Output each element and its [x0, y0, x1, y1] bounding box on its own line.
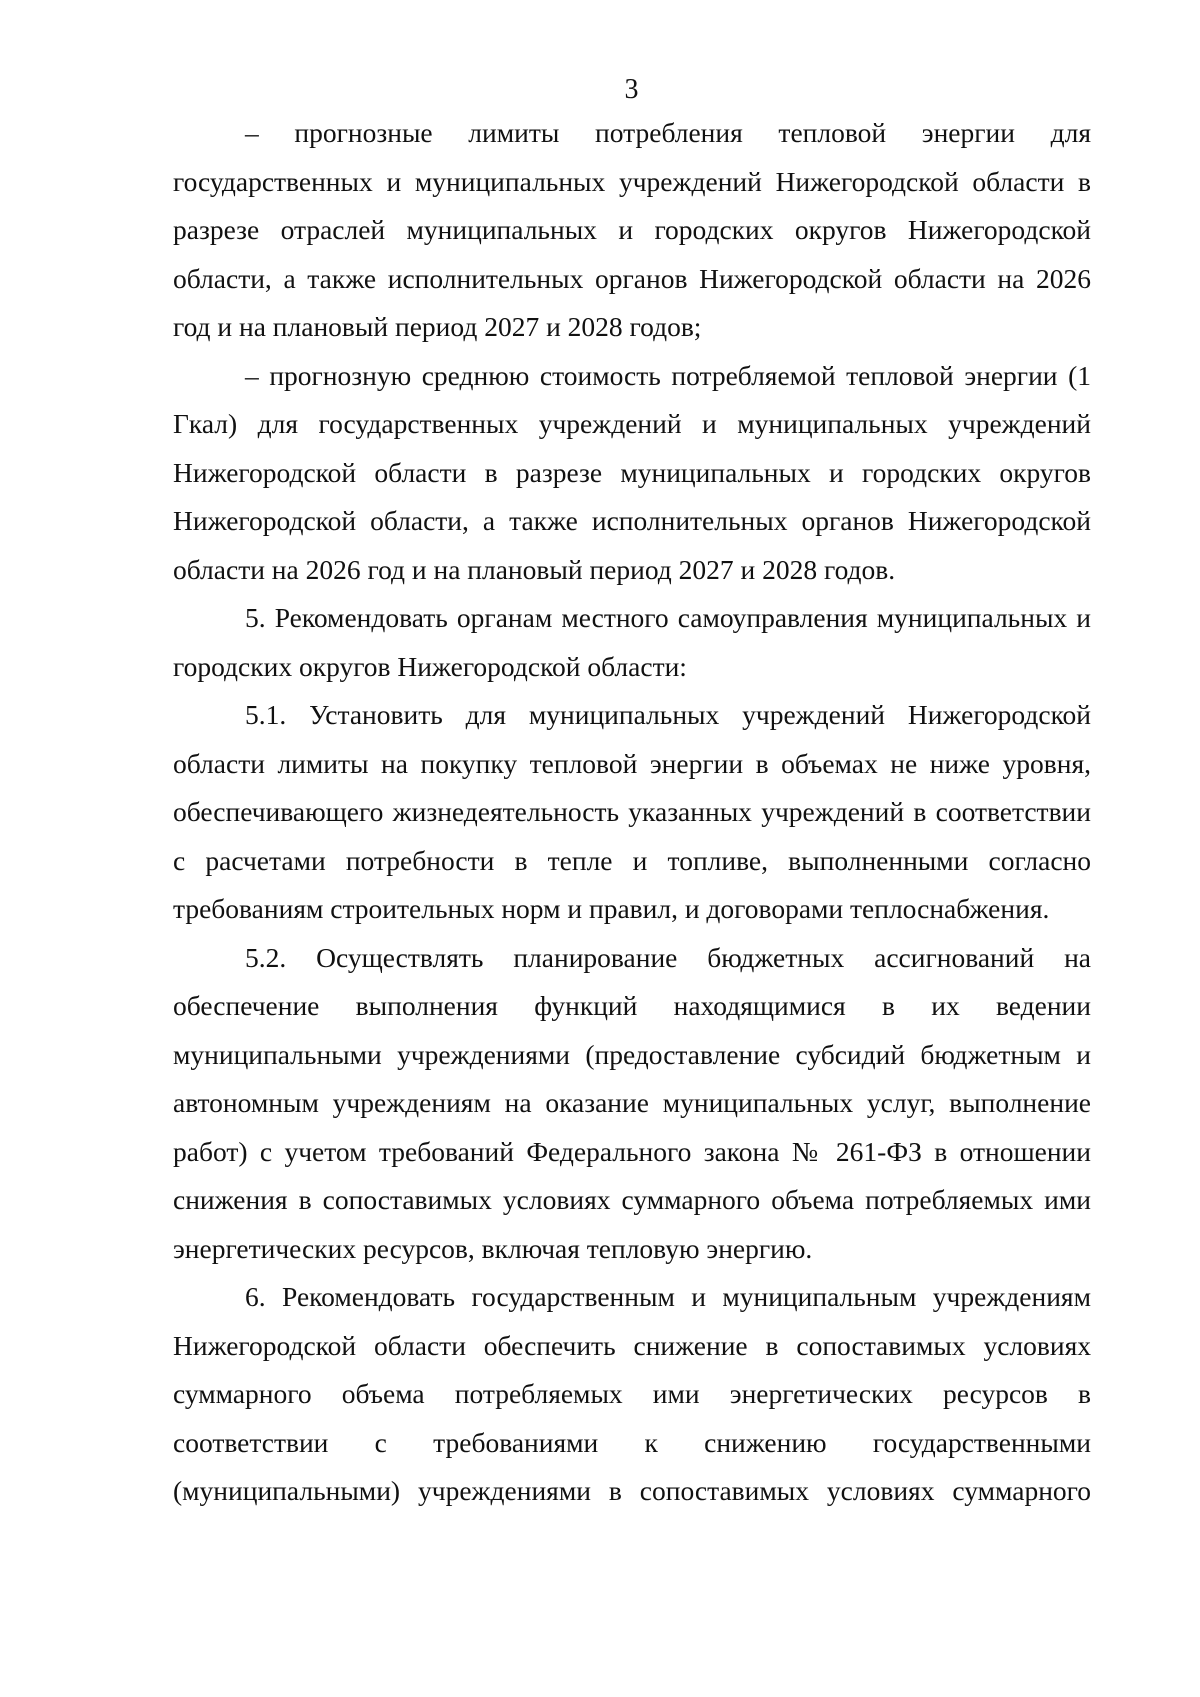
page-number: 3	[624, 74, 639, 105]
document-body	[173, 109, 1091, 1516]
paragraph-item-5-1: 5.1. Установить для муниципальных учреждений Нижегородской области лимиты на покупку тепловой энергии в объемах не ниже уровня, обеспечивающего жизнедеятельность указанных учреждений в соответствии с расчетами потребности в тепле и топливе, выполненными согласно требованиям строительных норм и правил, и договорами теплоснабжения.	[173, 699, 1091, 924]
paragraph-heat-limits: – прогнозные лимиты потребления тепловой энергии для государственных и муниципальных учреждений Нижегородской области в разрезе отраслей муниципальных и городских округов Нижегородской области, а также исполнительных органов Нижегородской области на 2026 год и на плановый период 2027 и 2028 годов;	[173, 117, 1091, 342]
paragraph-heat-cost: – прогнозную среднюю стоимость потребляемой тепловой энергии (1 Гкал) для государственных учреждений и муниципальных учреждений Нижегородской области в разрезе муниципальных и городских округов Нижегородской области, а также исполнительных органов Нижегородской области на 2026 год и на плановый период 2027 и 2028 годов.	[173, 359, 1091, 585]
paragraph-item-5: 5. Рекомендовать органам местного самоуправления муниципальных и городских округов Нижегородской области:	[173, 602, 1091, 682]
paragraph-item-6: 6. Рекомендовать государственным и муниципальным учреждениям Нижегородской области обеспечить снижение в сопоставимых условиях суммарного объема потребляемых ими энергетических ресурсов в соответствии с требованиями к снижению государственными (муниципальными) учреждениями в сопоставимых условиях суммарного	[173, 1281, 1091, 1506]
paragraph-item-5-2: 5.2. Осуществлять планирование бюджетных ассигнований на обеспечение выполнения функций находящимися в их ведении муниципальными учреждениями (предоставление субсидий бюджетным и автономным учреждениям на оказание муниципальных услуг, выполнение работ) с учетом требований Федерального закона № 261-ФЗ в отношении снижения в сопоставимых условиях суммарного объема потребляемых ими энергетических ресурсов, включая тепловую энергию.	[173, 941, 1091, 1264]
